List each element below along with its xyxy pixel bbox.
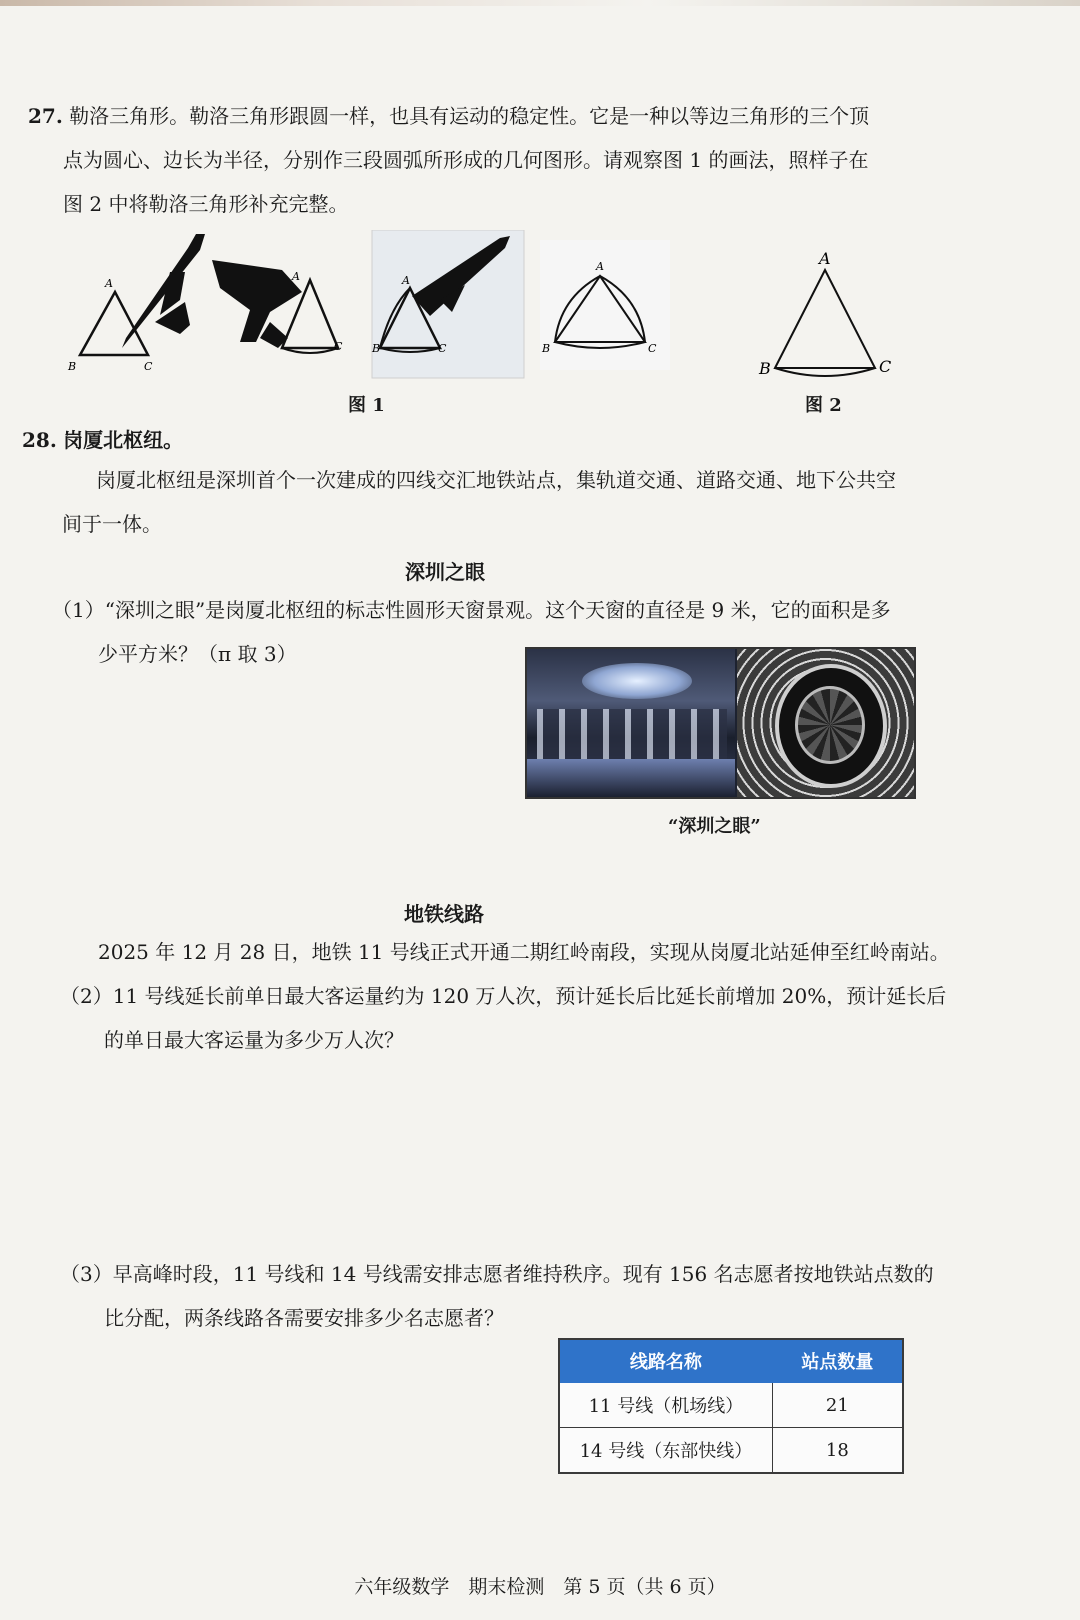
table-row	[559, 1428, 903, 1474]
q28-metro-intro: 2025 年 12 月 28 日，地铁 11 号线正式开通二期红岭南段，实现从岗厦北站延伸至红岭南站。	[98, 940, 950, 964]
q27-line-1	[28, 94, 1028, 138]
fig1-step4-label-c: C	[648, 342, 657, 355]
q28-number: 28.	[22, 428, 57, 452]
column-header-line: 线路名称	[559, 1339, 772, 1383]
fig1-step1-label-a: A	[105, 277, 113, 290]
q28-part-3-line-1: （3）早高峰时段，11 号线和 14 号线需安排志愿者维持秩序。现有 156 名志愿者按地铁站点数的	[60, 1262, 934, 1286]
q28-title: 岗厦北枢纽。	[63, 428, 184, 452]
table-header-row	[559, 1339, 903, 1383]
figure-1-steps	[60, 230, 680, 380]
shenzhen-eye-photo	[525, 647, 916, 799]
q28-intro	[62, 458, 1022, 546]
photo-caption: “深圳之眼”	[668, 816, 761, 837]
station-count-cell: 18	[772, 1428, 903, 1474]
figure-1-step-4	[540, 240, 670, 370]
fig1-step4-label-b: B	[542, 342, 551, 355]
line-name-cell: 14 号线（东部快线）	[559, 1428, 772, 1474]
q27-line-3: 图 2 中将勒洛三角形补充完整。	[63, 192, 349, 216]
q28-part-1-line-2: 少平方米？（π 取 3）	[98, 642, 297, 666]
q28-part-2	[60, 930, 1050, 1062]
q28-part-2-line-1: （2）11 号线延长前单日最大客运量约为 120 万人次，预计延长后比延长前增加 20%，预计延长后	[60, 984, 947, 1008]
figure-1-step-2	[212, 260, 343, 353]
photo-interior	[527, 649, 735, 797]
question-28-heading	[22, 418, 183, 462]
q28-part-2-line-2: 的单日最大客运量为多少万人次？	[104, 1028, 404, 1052]
q28-part-3-line-2: 比分配，两条线路各需要安排多少名志愿者？	[104, 1306, 504, 1330]
question-27	[28, 94, 1028, 226]
fig1-step1-label-c: C	[144, 360, 153, 373]
figure-2	[755, 250, 895, 385]
page-footer: 六年级数学 期末检测 第 5 页（共 6 页）	[354, 1576, 726, 1598]
q27-title: 勒洛三角形。	[69, 104, 190, 128]
fig2-label-a: A	[819, 250, 831, 268]
q28-intro-line-1: 岗厦北枢纽是深圳首个一次建成的四线交汇地铁站点，集轨道交通、道路交通、地下公共空	[96, 468, 896, 492]
q27-number: 27.	[28, 104, 63, 128]
section-title-eye: 深圳之眼	[405, 560, 485, 584]
figure-1-step-1	[67, 234, 205, 373]
station-count-cell: 21	[772, 1383, 903, 1428]
fig1-step2-label-c: C	[334, 340, 343, 353]
q27-text-1: 勒洛三角形跟圆一样，也具有运动的稳定性。它是一种以等边三角形的三个顶	[189, 104, 870, 128]
figure-1-caption: 图 1	[348, 395, 385, 416]
fig2-label-c: C	[879, 357, 892, 376]
photo-skylight	[737, 649, 914, 797]
line-name-cell: 11 号线（机场线）	[559, 1383, 772, 1428]
table-row	[559, 1383, 903, 1428]
q28-intro-line-2: 间于一体。	[62, 512, 162, 536]
fig1-step3-label-b: B	[372, 342, 381, 355]
column-header-stations: 站点数量	[772, 1339, 903, 1383]
page-top-edge	[0, 0, 1080, 6]
figure-2-caption: 图 2	[805, 395, 842, 416]
fig1-step3-label-a: A	[402, 274, 410, 287]
fig1-step1-label-b: B	[68, 360, 77, 373]
section-title-metro: 地铁线路	[404, 902, 484, 926]
station-count-table	[558, 1338, 904, 1474]
fig1-step4-label-a: A	[596, 260, 604, 273]
fig2-label-b: B	[759, 359, 771, 378]
fig1-step2-label-a: A	[292, 270, 300, 283]
q27-line-2: 点为圆心、边长为半径，分别作三段圆弧所形成的几何图形。请观察图 1 的画法，照样子在	[63, 148, 869, 172]
fig1-step3-label-c: C	[438, 342, 447, 355]
figure-1-step-3	[371, 230, 524, 378]
q28-part-1-line-1: （1）“深圳之眼”是岗厦北枢纽的标志性圆形天窗景观。这个天窗的直径是 9 米，它的面积是多	[52, 598, 891, 622]
q28-part-3	[60, 1252, 1050, 1340]
